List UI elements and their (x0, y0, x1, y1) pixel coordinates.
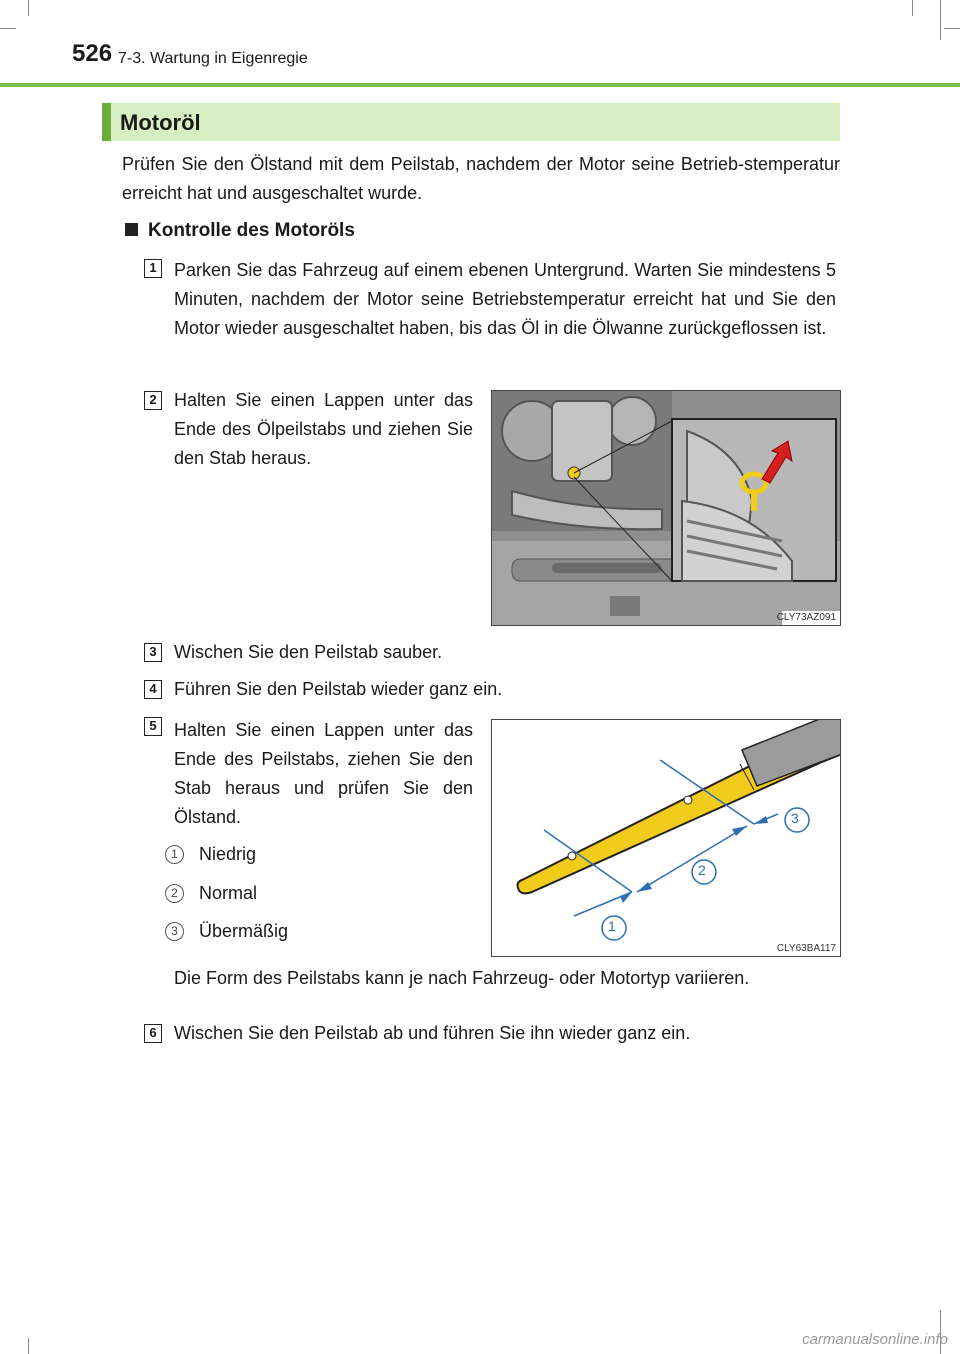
crop-mark (912, 0, 913, 16)
engine-illustration (492, 391, 841, 626)
figure-code: CLY73AZ091 (776, 612, 836, 623)
level-label: Übermäßig (199, 921, 289, 941)
dipstick-figure (491, 719, 841, 957)
note-text: Die Form des Peilstabs kann je nach Fahrzeug- oder Motortyp variieren. (174, 968, 750, 988)
square-bullet-icon (125, 223, 138, 236)
step-number: 6 (144, 1024, 162, 1043)
figure-code: CLY63BA117 (776, 943, 836, 954)
step-number: 2 (144, 391, 162, 410)
engine-figure (491, 390, 841, 626)
dipstick-illustration (492, 720, 841, 957)
crop-mark (0, 28, 16, 29)
step-text: Führen Sie den Peilstab wieder ganz ein. (174, 679, 503, 699)
page-number: 526 (72, 40, 113, 67)
footer-watermark: carmanualsonline.info (802, 1331, 948, 1348)
step-number: 5 (144, 717, 162, 736)
level-number: 1 (165, 845, 184, 864)
level-label: Niedrig (199, 844, 257, 864)
step-text: Wischen Sie den Peilstab ab und führen Sie ihn wieder ganz ein. (174, 1023, 691, 1043)
section-bar (102, 103, 840, 141)
step-number: 3 (144, 643, 162, 662)
level-number: 2 (165, 884, 184, 903)
crop-mark (944, 28, 960, 29)
level-label: Normal (199, 883, 258, 903)
step-text: Halten Sie einen Lappen unter das Ende des Ölpeilstabs und ziehen Sie den Stab heraus. (174, 390, 473, 468)
crop-mark (940, 0, 941, 40)
step-number: 4 (144, 680, 162, 699)
intro-text: Prüfen Sie den Ölstand mit dem Peilstab, nachdem der Motor seine Betrieb-stemperatur erreicht hat und ausgeschaltet wurde. (122, 154, 840, 203)
subheading (125, 220, 355, 242)
step-text: Halten Sie einen Lappen unter das Ende des Peilstabs, ziehen Sie den Stab heraus und prüfen Sie den Ölstand. (174, 720, 473, 827)
subheading-text: Kontrolle des Motoröls (148, 220, 355, 241)
step-text: Parken Sie das Fahrzeug auf einem ebenen Untergrund. Warten Sie mindestens 5 Minuten, nachdem der Motor seine Betriebstemperatur erreicht hat und Sie den Motor wieder ausgeschaltet haben, bis das Öl in die Ölwanne zurückgeflossen ist. (174, 260, 836, 338)
step-text: Wischen Sie den Peilstab sauber. (174, 642, 443, 662)
callout-1: 1 (608, 918, 616, 934)
callout-2: 2 (698, 862, 706, 878)
crop-mark (28, 0, 29, 16)
chapter-title: 7-3. Wartung in Eigenregie (118, 50, 308, 67)
crop-mark (28, 1338, 29, 1354)
header-rule (0, 83, 960, 87)
step-number: 1 (144, 259, 162, 278)
callout-3: 3 (791, 810, 799, 826)
level-number: 3 (165, 922, 184, 941)
section-title: Motoröl (120, 110, 201, 135)
